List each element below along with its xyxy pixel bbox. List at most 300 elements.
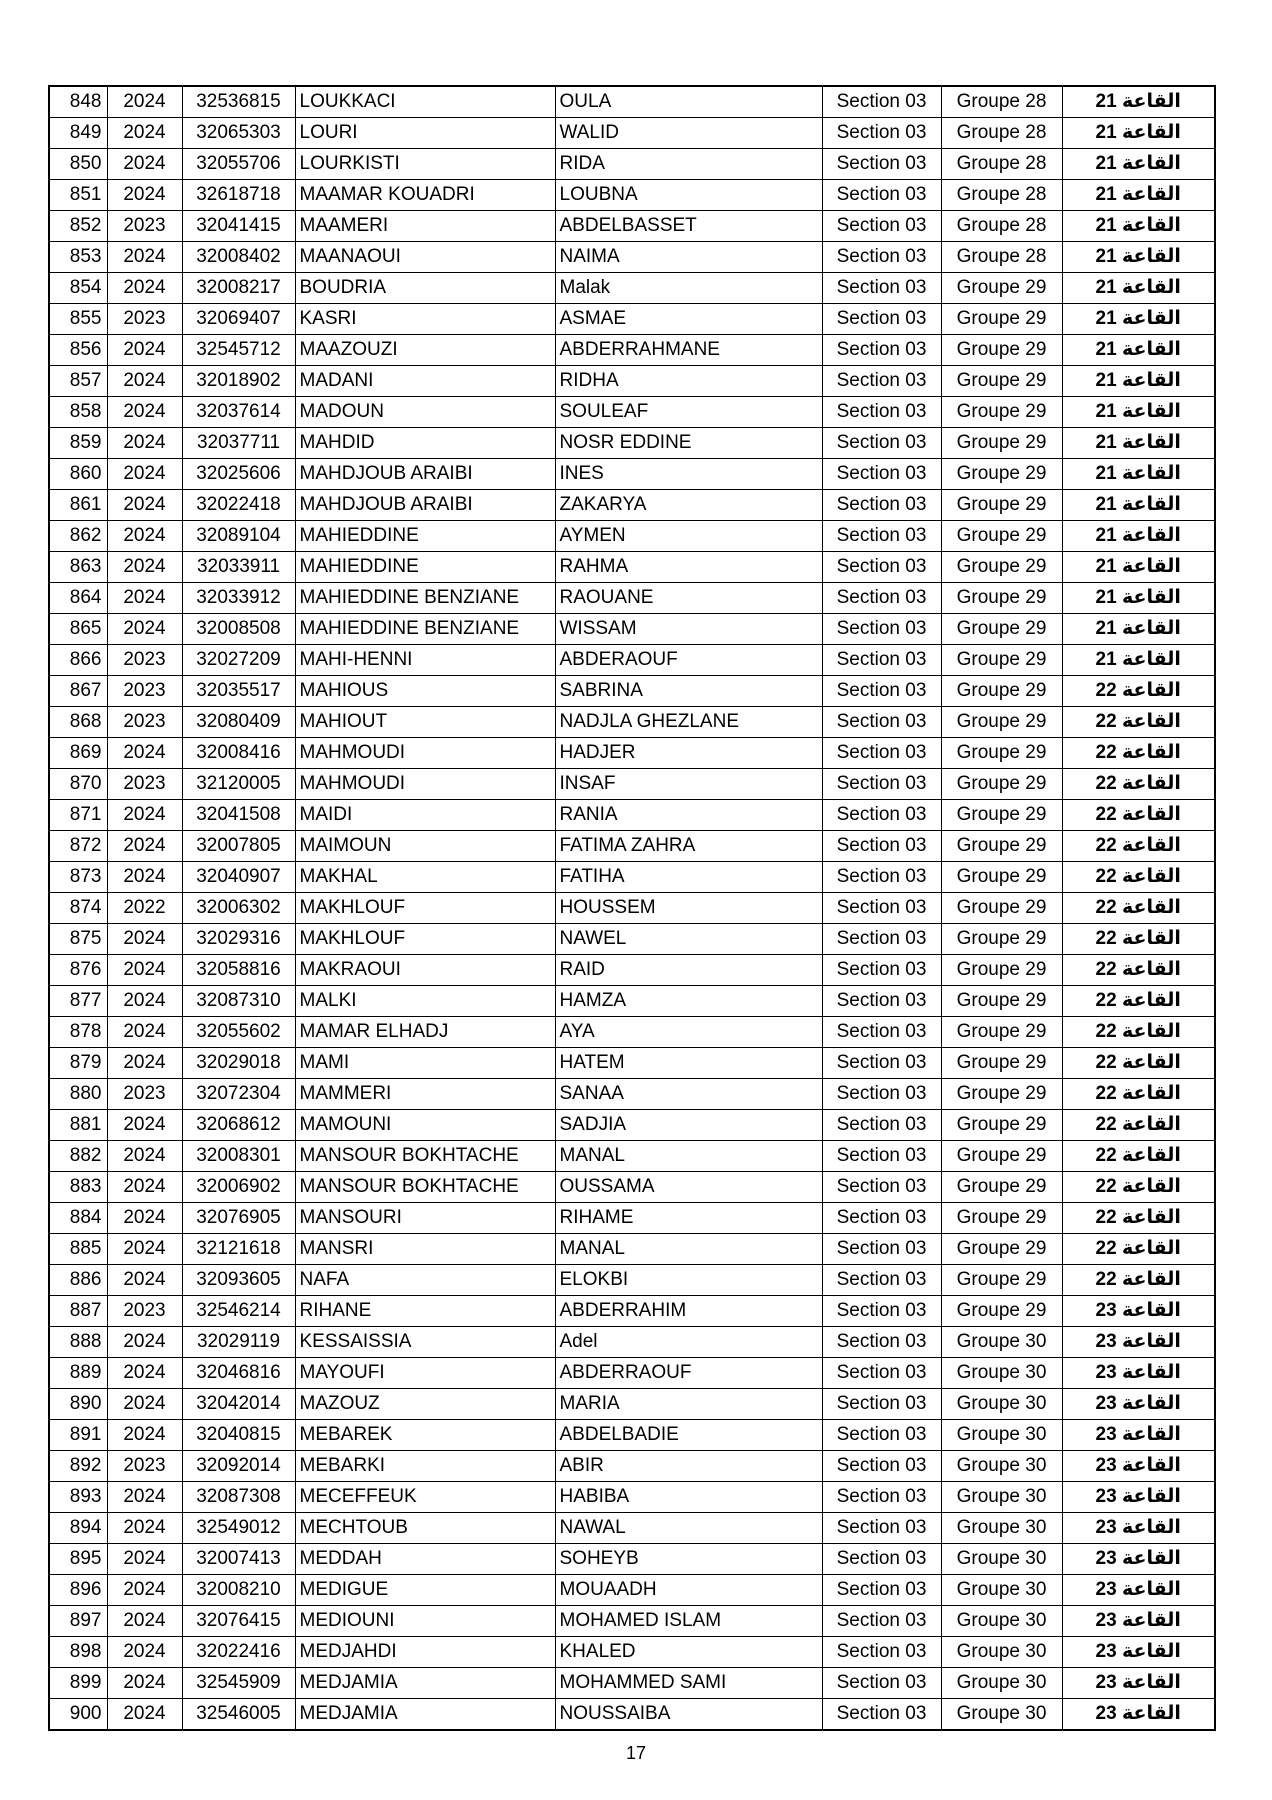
last-name-cell: MEDIOUNI	[295, 1606, 555, 1637]
row-number-cell: 850	[49, 149, 107, 180]
section-cell: Section 03	[822, 1110, 941, 1141]
group-cell: Groupe 29	[941, 552, 1062, 583]
row-number-cell: 878	[49, 1017, 107, 1048]
first-name-cell: ABDERRAOUF	[555, 1358, 822, 1389]
last-name-cell: MAIMOUN	[295, 831, 555, 862]
row-number-cell: 890	[49, 1389, 107, 1420]
first-name-cell: LOUBNA	[555, 180, 822, 211]
first-name-cell: MOHAMMED SAMI	[555, 1668, 822, 1699]
section-cell: Section 03	[822, 490, 941, 521]
table-row	[49, 1017, 1215, 1048]
section-cell: Section 03	[822, 335, 941, 366]
row-number-cell: 882	[49, 1141, 107, 1172]
row-number-cell: 876	[49, 955, 107, 986]
section-cell: Section 03	[822, 955, 941, 986]
section-cell: Section 03	[822, 428, 941, 459]
table-row	[49, 1234, 1215, 1265]
table-row	[49, 552, 1215, 583]
matricule-cell: 32072304	[182, 1079, 295, 1110]
group-cell: Groupe 29	[941, 831, 1062, 862]
table-row	[49, 1141, 1215, 1172]
year-cell: 2024	[107, 738, 182, 769]
first-name-cell: MARIA	[555, 1389, 822, 1420]
hall-cell: القاعة 22	[1062, 800, 1215, 831]
year-cell: 2024	[107, 1668, 182, 1699]
row-number-cell: 864	[49, 583, 107, 614]
first-name-cell: OUSSAMA	[555, 1172, 822, 1203]
row-number-cell: 870	[49, 769, 107, 800]
row-number-cell: 874	[49, 893, 107, 924]
hall-cell: القاعة 22	[1062, 955, 1215, 986]
section-cell: Section 03	[822, 552, 941, 583]
group-cell: Groupe 29	[941, 335, 1062, 366]
section-cell: Section 03	[822, 1544, 941, 1575]
year-cell: 2024	[107, 86, 182, 118]
student-table	[48, 85, 1216, 1731]
table-row	[49, 1203, 1215, 1234]
last-name-cell: MADOUN	[295, 397, 555, 428]
table-body	[49, 86, 1215, 1730]
table-row	[49, 242, 1215, 273]
row-number-cell: 899	[49, 1668, 107, 1699]
first-name-cell: RIHAME	[555, 1203, 822, 1234]
last-name-cell: MAHIOUS	[295, 676, 555, 707]
group-cell: Groupe 28	[941, 118, 1062, 149]
row-number-cell: 852	[49, 211, 107, 242]
section-cell: Section 03	[822, 86, 941, 118]
group-cell: Groupe 30	[941, 1575, 1062, 1606]
last-name-cell: MEDDAH	[295, 1544, 555, 1575]
last-name-cell: MEDIGUE	[295, 1575, 555, 1606]
last-name-cell: MAHIEDDINE	[295, 521, 555, 552]
first-name-cell: FATIHA	[555, 862, 822, 893]
section-cell: Section 03	[822, 676, 941, 707]
table-row	[49, 1358, 1215, 1389]
last-name-cell: MAIDI	[295, 800, 555, 831]
last-name-cell: MAYOUFI	[295, 1358, 555, 1389]
hall-cell: القاعة 23	[1062, 1637, 1215, 1668]
last-name-cell: MECEFFEUK	[295, 1482, 555, 1513]
last-name-cell: MAHIEDDINE BENZIANE	[295, 614, 555, 645]
group-cell: Groupe 28	[941, 211, 1062, 242]
year-cell: 2024	[107, 1017, 182, 1048]
table-row	[49, 459, 1215, 490]
first-name-cell: HOUSSEM	[555, 893, 822, 924]
row-number-cell: 859	[49, 428, 107, 459]
row-number-cell: 867	[49, 676, 107, 707]
table-row	[49, 831, 1215, 862]
matricule-cell: 32092014	[182, 1451, 295, 1482]
group-cell: Groupe 28	[941, 149, 1062, 180]
group-cell: Groupe 29	[941, 707, 1062, 738]
group-cell: Groupe 29	[941, 397, 1062, 428]
matricule-cell: 32040815	[182, 1420, 295, 1451]
year-cell: 2023	[107, 304, 182, 335]
table-row	[49, 955, 1215, 986]
section-cell: Section 03	[822, 149, 941, 180]
last-name-cell: MAHIEDDINE BENZIANE	[295, 583, 555, 614]
row-number-cell: 884	[49, 1203, 107, 1234]
last-name-cell: MAHIOUT	[295, 707, 555, 738]
matricule-cell: 32027209	[182, 645, 295, 676]
section-cell: Section 03	[822, 1234, 941, 1265]
group-cell: Groupe 29	[941, 1141, 1062, 1172]
hall-cell: القاعة 21	[1062, 614, 1215, 645]
year-cell: 2024	[107, 1327, 182, 1358]
hall-cell: القاعة 23	[1062, 1358, 1215, 1389]
hall-cell: القاعة 21	[1062, 583, 1215, 614]
hall-cell: القاعة 22	[1062, 738, 1215, 769]
row-number-cell: 866	[49, 645, 107, 676]
group-cell: Groupe 29	[941, 1265, 1062, 1296]
table-row	[49, 1110, 1215, 1141]
matricule-cell: 32076415	[182, 1606, 295, 1637]
section-cell: Section 03	[822, 831, 941, 862]
year-cell: 2022	[107, 893, 182, 924]
first-name-cell: SOULEAF	[555, 397, 822, 428]
matricule-cell: 32087308	[182, 1482, 295, 1513]
hall-cell: القاعة 22	[1062, 924, 1215, 955]
hall-cell: القاعة 22	[1062, 1172, 1215, 1203]
last-name-cell: MAHIEDDINE	[295, 552, 555, 583]
hall-cell: القاعة 23	[1062, 1296, 1215, 1327]
matricule-cell: 32008508	[182, 614, 295, 645]
table-row	[49, 738, 1215, 769]
group-cell: Groupe 29	[941, 955, 1062, 986]
table-row	[49, 428, 1215, 459]
first-name-cell: ZAKARYA	[555, 490, 822, 521]
matricule-cell: 32033911	[182, 552, 295, 583]
matricule-cell: 32069407	[182, 304, 295, 335]
group-cell: Groupe 29	[941, 924, 1062, 955]
table-row	[49, 862, 1215, 893]
last-name-cell: MAAMERI	[295, 211, 555, 242]
hall-cell: القاعة 21	[1062, 149, 1215, 180]
group-cell: Groupe 30	[941, 1451, 1062, 1482]
year-cell: 2024	[107, 242, 182, 273]
last-name-cell: MAMOUNI	[295, 1110, 555, 1141]
section-cell: Section 03	[822, 1079, 941, 1110]
first-name-cell: MANAL	[555, 1234, 822, 1265]
hall-cell: القاعة 21	[1062, 428, 1215, 459]
year-cell: 2024	[107, 521, 182, 552]
last-name-cell: MAHMOUDI	[295, 738, 555, 769]
table-row	[49, 1451, 1215, 1482]
first-name-cell: HAMZA	[555, 986, 822, 1017]
last-name-cell: MAKHLOUF	[295, 893, 555, 924]
section-cell: Section 03	[822, 366, 941, 397]
matricule-cell: 32058816	[182, 955, 295, 986]
last-name-cell: MANSOURI	[295, 1203, 555, 1234]
last-name-cell: MAHI-HENNI	[295, 645, 555, 676]
row-number-cell: 868	[49, 707, 107, 738]
first-name-cell: FATIMA ZAHRA	[555, 831, 822, 862]
last-name-cell: MAKHAL	[295, 862, 555, 893]
year-cell: 2024	[107, 1575, 182, 1606]
table-row	[49, 1606, 1215, 1637]
first-name-cell: ABDERRAHIM	[555, 1296, 822, 1327]
hall-cell: القاعة 21	[1062, 645, 1215, 676]
first-name-cell: NAIMA	[555, 242, 822, 273]
year-cell: 2024	[107, 1513, 182, 1544]
hall-cell: القاعة 22	[1062, 676, 1215, 707]
section-cell: Section 03	[822, 1296, 941, 1327]
matricule-cell: 32546005	[182, 1699, 295, 1731]
matricule-cell: 32549012	[182, 1513, 295, 1544]
year-cell: 2023	[107, 769, 182, 800]
table-row	[49, 614, 1215, 645]
matricule-cell: 32068612	[182, 1110, 295, 1141]
section-cell: Section 03	[822, 397, 941, 428]
last-name-cell: MAHDID	[295, 428, 555, 459]
section-cell: Section 03	[822, 242, 941, 273]
group-cell: Groupe 30	[941, 1389, 1062, 1420]
group-cell: Groupe 29	[941, 862, 1062, 893]
table-row	[49, 1544, 1215, 1575]
first-name-cell: NADJLA GHEZLANE	[555, 707, 822, 738]
first-name-cell: MOHAMED ISLAM	[555, 1606, 822, 1637]
year-cell: 2024	[107, 924, 182, 955]
group-cell: Groupe 29	[941, 428, 1062, 459]
section-cell: Section 03	[822, 1389, 941, 1420]
matricule-cell: 32041508	[182, 800, 295, 831]
row-number-cell: 879	[49, 1048, 107, 1079]
section-cell: Section 03	[822, 1606, 941, 1637]
first-name-cell: KHALED	[555, 1637, 822, 1668]
year-cell: 2024	[107, 335, 182, 366]
table-row	[49, 1265, 1215, 1296]
table-row	[49, 1296, 1215, 1327]
hall-cell: القاعة 23	[1062, 1668, 1215, 1699]
matricule-cell: 32055602	[182, 1017, 295, 1048]
first-name-cell: NOUSSAIBA	[555, 1699, 822, 1731]
group-cell: Groupe 30	[941, 1482, 1062, 1513]
table-row	[49, 1575, 1215, 1606]
first-name-cell: ABIR	[555, 1451, 822, 1482]
table-row	[49, 1668, 1215, 1699]
matricule-cell: 32121618	[182, 1234, 295, 1265]
first-name-cell: SADJIA	[555, 1110, 822, 1141]
last-name-cell: MANSOUR BOKHTACHE	[295, 1172, 555, 1203]
row-number-cell: 893	[49, 1482, 107, 1513]
group-cell: Groupe 29	[941, 676, 1062, 707]
first-name-cell: MANAL	[555, 1141, 822, 1172]
first-name-cell: NOSR EDDINE	[555, 428, 822, 459]
section-cell: Section 03	[822, 273, 941, 304]
section-cell: Section 03	[822, 738, 941, 769]
row-number-cell: 885	[49, 1234, 107, 1265]
matricule-cell: 32008301	[182, 1141, 295, 1172]
hall-cell: القاعة 23	[1062, 1451, 1215, 1482]
matricule-cell: 32040907	[182, 862, 295, 893]
group-cell: Groupe 29	[941, 459, 1062, 490]
last-name-cell: MAKHLOUF	[295, 924, 555, 955]
last-name-cell: MAAZOUZI	[295, 335, 555, 366]
matricule-cell: 32029119	[182, 1327, 295, 1358]
last-name-cell: MANSOUR BOKHTACHE	[295, 1141, 555, 1172]
matricule-cell: 32018902	[182, 366, 295, 397]
last-name-cell: MAMI	[295, 1048, 555, 1079]
last-name-cell: MAMAR ELHADJ	[295, 1017, 555, 1048]
table-row	[49, 583, 1215, 614]
group-cell: Groupe 29	[941, 583, 1062, 614]
first-name-cell: Adel	[555, 1327, 822, 1358]
first-name-cell: SABRINA	[555, 676, 822, 707]
year-cell: 2024	[107, 614, 182, 645]
last-name-cell: KASRI	[295, 304, 555, 335]
year-cell: 2024	[107, 1420, 182, 1451]
first-name-cell: INSAF	[555, 769, 822, 800]
matricule-cell: 32037711	[182, 428, 295, 459]
matricule-cell: 32008402	[182, 242, 295, 273]
group-cell: Groupe 29	[941, 1079, 1062, 1110]
matricule-cell: 32035517	[182, 676, 295, 707]
year-cell: 2024	[107, 1482, 182, 1513]
last-name-cell: MAHDJOUB ARAIBI	[295, 490, 555, 521]
row-number-cell: 897	[49, 1606, 107, 1637]
hall-cell: القاعة 21	[1062, 211, 1215, 242]
row-number-cell: 896	[49, 1575, 107, 1606]
row-number-cell: 891	[49, 1420, 107, 1451]
first-name-cell: WISSAM	[555, 614, 822, 645]
row-number-cell: 853	[49, 242, 107, 273]
group-cell: Groupe 28	[941, 180, 1062, 211]
hall-cell: القاعة 22	[1062, 707, 1215, 738]
hall-cell: القاعة 23	[1062, 1327, 1215, 1358]
row-number-cell: 895	[49, 1544, 107, 1575]
group-cell: Groupe 30	[941, 1420, 1062, 1451]
year-cell: 2024	[107, 459, 182, 490]
year-cell: 2024	[107, 862, 182, 893]
row-number-cell: 877	[49, 986, 107, 1017]
matricule-cell: 32006302	[182, 893, 295, 924]
row-number-cell: 887	[49, 1296, 107, 1327]
hall-cell: القاعة 22	[1062, 893, 1215, 924]
table-row	[49, 521, 1215, 552]
row-number-cell: 858	[49, 397, 107, 428]
year-cell: 2024	[107, 831, 182, 862]
group-cell: Groupe 29	[941, 769, 1062, 800]
row-number-cell: 861	[49, 490, 107, 521]
matricule-cell: 32046816	[182, 1358, 295, 1389]
matricule-cell: 32037614	[182, 397, 295, 428]
first-name-cell: RAHMA	[555, 552, 822, 583]
hall-cell: القاعة 21	[1062, 242, 1215, 273]
matricule-cell: 32545712	[182, 335, 295, 366]
group-cell: Groupe 30	[941, 1699, 1062, 1731]
section-cell: Section 03	[822, 986, 941, 1017]
matricule-cell: 32041415	[182, 211, 295, 242]
group-cell: Groupe 29	[941, 1203, 1062, 1234]
table-row	[49, 800, 1215, 831]
section-cell: Section 03	[822, 211, 941, 242]
table-row	[49, 1699, 1215, 1731]
first-name-cell: ABDELBASSET	[555, 211, 822, 242]
last-name-cell: NAFA	[295, 1265, 555, 1296]
group-cell: Groupe 30	[941, 1668, 1062, 1699]
matricule-cell: 32080409	[182, 707, 295, 738]
hall-cell: القاعة 23	[1062, 1606, 1215, 1637]
section-cell: Section 03	[822, 1513, 941, 1544]
group-cell: Groupe 29	[941, 366, 1062, 397]
year-cell: 2024	[107, 583, 182, 614]
row-number-cell: 898	[49, 1637, 107, 1668]
year-cell: 2023	[107, 1079, 182, 1110]
last-name-cell: MAZOUZ	[295, 1389, 555, 1420]
year-cell: 2024	[107, 273, 182, 304]
hall-cell: القاعة 21	[1062, 366, 1215, 397]
matricule-cell: 32022418	[182, 490, 295, 521]
table-row	[49, 149, 1215, 180]
first-name-cell: RIDA	[555, 149, 822, 180]
first-name-cell: ABDELBADIE	[555, 1420, 822, 1451]
first-name-cell: RAOUANE	[555, 583, 822, 614]
year-cell: 2024	[107, 1606, 182, 1637]
year-cell: 2024	[107, 366, 182, 397]
section-cell: Section 03	[822, 1451, 941, 1482]
matricule-cell: 32033912	[182, 583, 295, 614]
section-cell: Section 03	[822, 521, 941, 552]
last-name-cell: MEBAREK	[295, 1420, 555, 1451]
year-cell: 2024	[107, 1637, 182, 1668]
year-cell: 2024	[107, 1048, 182, 1079]
matricule-cell: 32007805	[182, 831, 295, 862]
hall-cell: القاعة 21	[1062, 304, 1215, 335]
last-name-cell: MALKI	[295, 986, 555, 1017]
table-row	[49, 893, 1215, 924]
row-number-cell: 881	[49, 1110, 107, 1141]
row-number-cell: 863	[49, 552, 107, 583]
year-cell: 2024	[107, 986, 182, 1017]
row-number-cell: 856	[49, 335, 107, 366]
last-name-cell: MAMMERI	[295, 1079, 555, 1110]
first-name-cell: HATEM	[555, 1048, 822, 1079]
row-number-cell: 872	[49, 831, 107, 862]
matricule-cell: 32055706	[182, 149, 295, 180]
hall-cell: القاعة 23	[1062, 1575, 1215, 1606]
row-number-cell: 875	[49, 924, 107, 955]
last-name-cell: BOUDRIA	[295, 273, 555, 304]
table-row	[49, 335, 1215, 366]
year-cell: 2024	[107, 1699, 182, 1731]
first-name-cell: ASMAE	[555, 304, 822, 335]
hall-cell: القاعة 21	[1062, 490, 1215, 521]
table-row	[49, 1079, 1215, 1110]
year-cell: 2024	[107, 118, 182, 149]
matricule-cell: 32618718	[182, 180, 295, 211]
section-cell: Section 03	[822, 1482, 941, 1513]
hall-cell: القاعة 22	[1062, 1234, 1215, 1265]
hall-cell: القاعة 22	[1062, 862, 1215, 893]
group-cell: Groupe 30	[941, 1637, 1062, 1668]
row-number-cell: 851	[49, 180, 107, 211]
first-name-cell: RANIA	[555, 800, 822, 831]
first-name-cell: RAID	[555, 955, 822, 986]
matricule-cell: 32546214	[182, 1296, 295, 1327]
section-cell: Section 03	[822, 1048, 941, 1079]
row-number-cell: 865	[49, 614, 107, 645]
row-number-cell: 888	[49, 1327, 107, 1358]
group-cell: Groupe 29	[941, 490, 1062, 521]
year-cell: 2023	[107, 211, 182, 242]
table-row	[49, 366, 1215, 397]
row-number-cell: 855	[49, 304, 107, 335]
matricule-cell: 32022416	[182, 1637, 295, 1668]
year-cell: 2024	[107, 1358, 182, 1389]
year-cell: 2023	[107, 645, 182, 676]
hall-cell: القاعة 21	[1062, 459, 1215, 490]
year-cell: 2024	[107, 1389, 182, 1420]
